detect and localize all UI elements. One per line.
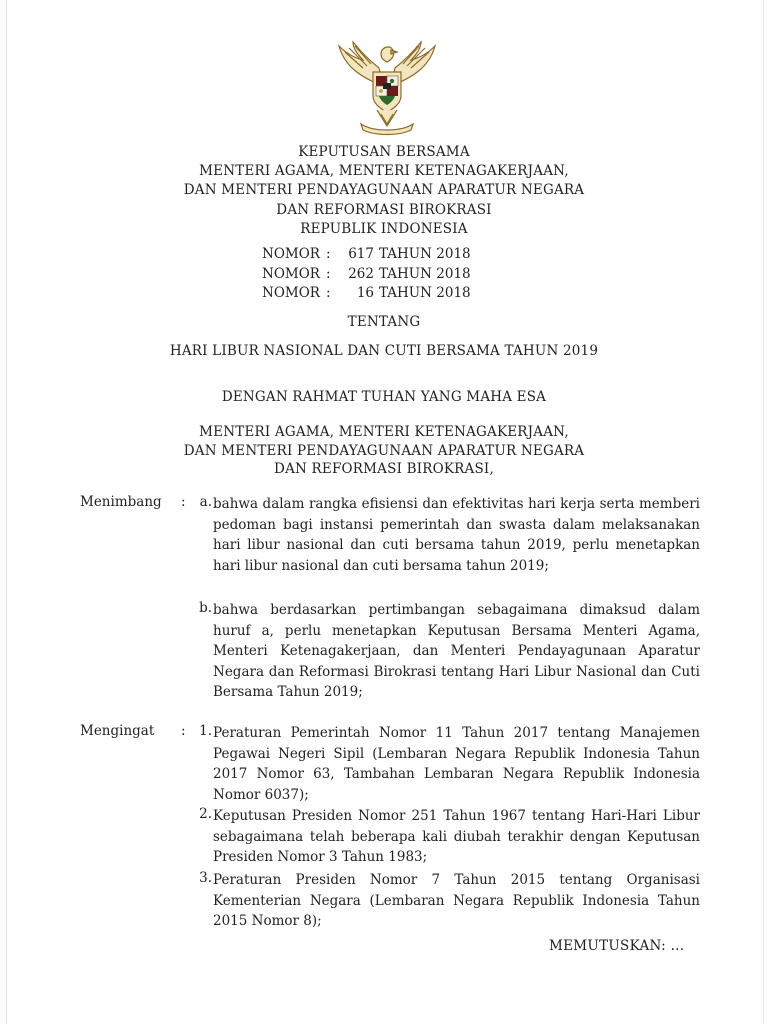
title-line-1: KEPUTUSAN BERSAMA (298, 144, 470, 160)
item-marker: 1. (199, 723, 212, 739)
nomor-row (262, 245, 471, 265)
nomor-label: NOMOR (262, 265, 320, 282)
decree-numbers (262, 245, 471, 304)
nomor-colon: : (326, 246, 331, 262)
ministers-block (0, 423, 768, 479)
nomor-label: NOMOR (262, 285, 320, 301)
ministers-line-3: DAN REFORMASI BIROKRASI, (274, 461, 494, 477)
title-line-5: REPUBLIK INDONESIA (300, 220, 468, 237)
nomor-year: TAHUN 2018 (379, 265, 471, 282)
item-text: bahwa dalam rangka efisiensi dan efektivitas hari kerja serta memberi pedoman bagi instansi pemerintah dan swasta dalam melaksanakan hari libur nasional dan cuti bersama tahun 2019, perlu menetapkan hari libur nasional dan cuti bersama tahun 2019; (213, 496, 700, 574)
nomor-row (262, 284, 471, 304)
nomor-number: 16 (356, 285, 374, 301)
item-text: Keputusan Presiden Nomor 251 Tahun 1967 tentang Hari-Hari Libur sebagaimana telah beberapa kali diubah terakhir dengan Keputusan Presiden Nomor 3 Tahun 1983; (213, 808, 700, 866)
title-line-4: DAN REFORMASI BIROKRASI (276, 201, 492, 218)
nomor-colon: : (326, 285, 331, 301)
title-line-2: MENTERI AGAMA, MENTERI KETENAGAKERJAAN, (199, 163, 569, 180)
decree-subject: HARI LIBUR NASIONAL DAN CUTI BERSAMA TAHUN 2019 (169, 343, 599, 359)
nomor-number: 617 (348, 246, 374, 262)
item-text: bahwa berdasarkan pertimbangan sebagaimana dimaksud dalam huruf a, perlu menetapkan Keputusan Bersama Menteri Agama, Menteri Ketenagakerjaan, dan Menteri Pendayagunaan Aparatur Negara dan Reformasi Birokrasi tentang Hari Libur Nasional dan Cuti Bersama Tahun 2019; (213, 602, 700, 701)
nomor-colon: : (326, 265, 331, 282)
nomor-year: TAHUN 2018 (379, 285, 471, 301)
mengingat-label: Mengingat (80, 723, 155, 739)
item-marker: a. (199, 494, 212, 510)
memutuskan-continuation: MEMUTUSKAN: ... (549, 938, 685, 954)
tentang-heading: TENTANG (347, 314, 421, 330)
item-marker: 2. (199, 806, 212, 822)
nomor-number: 262 (348, 265, 374, 282)
nomor-year: TAHUN 2018 (379, 246, 471, 262)
rahmat-line: DENGAN RAHMAT TUHAN YANG MAHA ESA (221, 389, 547, 405)
item-marker: b. (199, 600, 212, 616)
item-text: Peraturan Presiden Nomor 7 Tahun 2015 tentang Organisasi Kementerian Negara (Lembaran Negara Republik Indonesia Tahun 2015 Nomor 8); (213, 872, 700, 930)
garuda-emblem (333, 38, 441, 138)
nomor-label: NOMOR (262, 246, 320, 262)
decree-title (0, 143, 768, 239)
mengingat-colon: : (181, 723, 186, 739)
ministers-line-1: MENTERI AGAMA, MENTERI KETENAGAKERJAAN, (199, 424, 569, 440)
item-marker: 3. (199, 870, 212, 886)
nomor-row (262, 265, 471, 285)
item-text: Peraturan Pemerintah Nomor 11 Tahun 2017 tentang Manajemen Pegawai Negeri Sipil (Lembaran Negara Republik Indonesia Tahun 2017 Nomor 63, Tambahan Lembaran Negara Republik Indonesia Nomor 6037); (213, 725, 700, 803)
ministers-line-2: DAN MENTERI PENDAYAGUNAAN APARATUR NEGARA (183, 442, 585, 459)
menimbang-label: Menimbang (80, 494, 162, 510)
title-line-3: DAN MENTERI PENDAYAGUNAAN APARATUR NEGARA (183, 182, 585, 199)
menimbang-colon: : (181, 494, 186, 510)
